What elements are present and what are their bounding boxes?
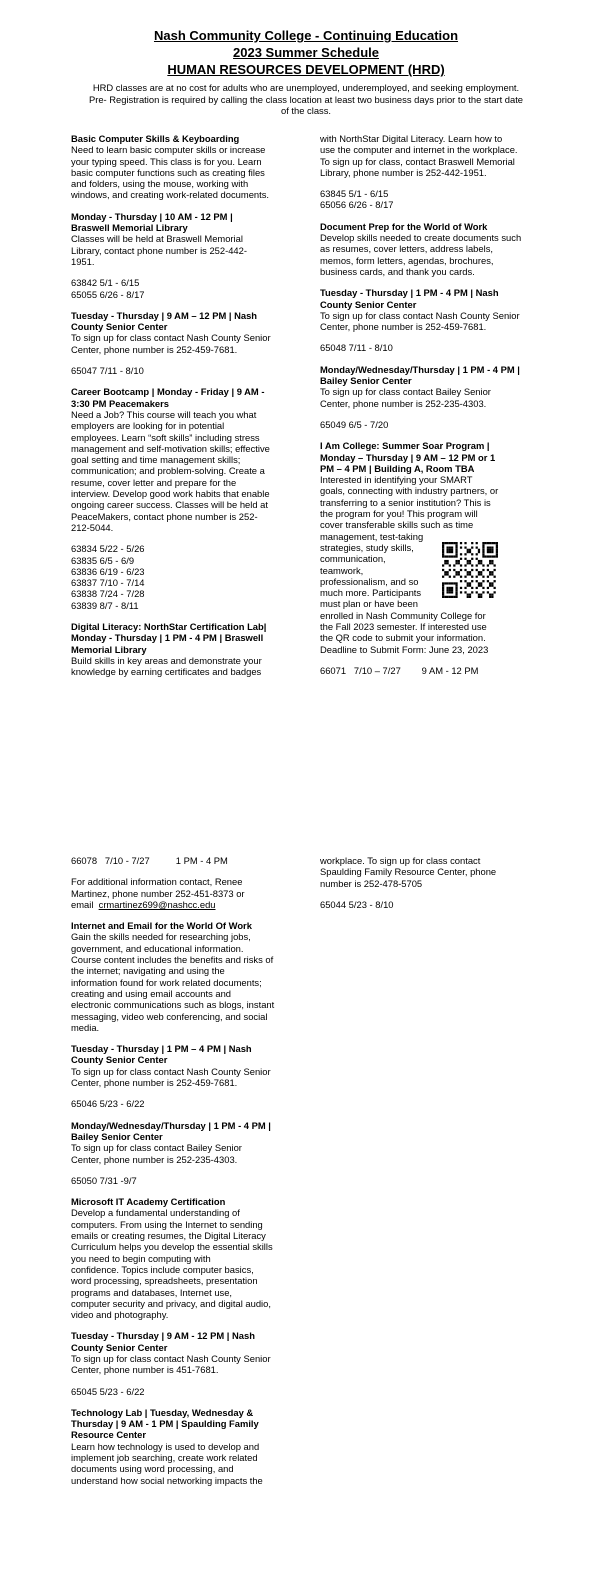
- session-heading: Tuesday - Thursday | 1 PM - 4 PM | Nash County Senior Center: [320, 287, 499, 310]
- course-title: Internet and Email for the World Of Work: [71, 920, 252, 932]
- class-codes: 63834 5/22 - 5/26 63835 6/5 - 6/9 63836 6/19 - 6/23 63837 7/10 - 7/14 63838 7/24 - 7/28 63839 8/7 - 8/11: [71, 543, 145, 611]
- contact-info: For additional information contact, Renee Martinez, phone number 252-451-8373 or email crmartinez699@nashcc.edu: [71, 876, 245, 910]
- session-description: To sign up for class contact Bailey Senior Center, phone number is 252-235-4303.: [320, 386, 491, 409]
- column-1-right: [320, 133, 540, 676]
- qr-block: strategies, study skills, communication, teamwork, professionalism, and so much more. Participants must plan or have been: [320, 542, 540, 610]
- course-description: Need to learn basic computer skills or increase your typing speed. This class is for you. Learn basic computer functions such as creating files and folders, using the mouse, working with windows, and creating work-related documents.: [71, 144, 270, 201]
- session-description: Classes will be held at Braswell Memorial Library, contact phone number is 252-442- 1951.: [71, 233, 247, 267]
- class-code: 65045 5/23 - 6/22: [71, 1385, 145, 1397]
- session-description: To sign up for class contact Nash County Senior Center, phone number is 252-459-7681.: [71, 1065, 271, 1089]
- column-2-right: [320, 855, 540, 910]
- class-code: 66071 7/10 – 7/27 9 AM - 12 PM: [320, 664, 479, 676]
- course-description: Gain the skills needed for researching jobs, government, and educational information. Course content includes the benefits and risks of the internet; navigating and using the information found for work related documents; creating and using email accounts and electronic communications such as blogs, instant messaging, video web conferencing, and social media.: [71, 931, 275, 1033]
- class-code: 65048 7/11 - 8/10: [320, 342, 393, 354]
- class-code: 65049 6/5 - 7/20: [320, 418, 389, 430]
- header-schedule: 2023 Summer Schedule: [233, 45, 379, 60]
- course-title: Basic Computer Skills & Keyboarding: [71, 133, 240, 144]
- qr-code-icon[interactable]: [442, 542, 498, 598]
- header-college: Nash Community College - Continuing Education: [153, 28, 459, 43]
- column-2-left: [71, 855, 291, 1486]
- class-codes: 63845 5/1 - 6/15 65056 6/26 - 8/17: [320, 188, 394, 211]
- class-code: 65047 7/11 - 8/10: [71, 365, 144, 377]
- session-heading: Monday - Thursday | 10 AM - 12 PM | Braswell Memorial Library: [71, 210, 233, 234]
- course-title: Career Bootcamp | Monday - Friday | 9 AM - 3:30 PM Peacemakers: [71, 386, 265, 409]
- session-heading: Tuesday - Thursday | 9 AM – 12 PM | Nash County Senior Center: [71, 309, 258, 333]
- class-code: 66078 7/10 - 7/27 1 PM - 4 PM: [71, 855, 228, 866]
- session-description: To sign up for class contact Nash County Senior Center, phone number is 252-459-7681.: [320, 309, 520, 333]
- course-title: I Am College: Summer Soar Program | Monday – Thursday | 9 AM – 12 PM or 1 PM – 4 PM | Building A, Room TBA: [320, 440, 496, 474]
- class-code: 65046 5/23 - 6/22: [71, 1098, 145, 1110]
- course-description: Need a Job? This course will teach you what employers are looking for in potential employees. Learn “soft skills” including stress management and self-motivation skills; effective goal setting and time management skills; communication; and problem-solving. Create a resume, cover letter and prepare for the interview. Develop good work habits that enable ongoing career success. Classes will be held at PeaceMakers, contact phone number is 252- 212-5044.: [71, 408, 270, 533]
- course-description: with NorthStar Digital Literacy. Learn how to use the computer and internet in the workplace. To sign up for class, contact Braswell Memorial Library, phone number is 252-442-1951.: [320, 133, 518, 178]
- class-code: 65044 5/23 - 8/10: [320, 898, 394, 910]
- class-code: 65050 7/31 -9/7: [71, 1174, 137, 1186]
- document-header: [0, 27, 612, 78]
- session-description: To sign up for class contact Bailey Senior Center, phone number is 252-235-4303.: [71, 1142, 242, 1165]
- class-codes: 63842 5/1 - 6/15 65055 6/26 - 8/17: [71, 277, 145, 300]
- session-description: To sign up for class contact Nash County Senior Center, phone number is 451-7681.: [71, 1352, 271, 1376]
- session-description: To sign up for class contact Nash County Senior Center, phone number is 252-459-7681.: [71, 332, 271, 355]
- intro-text: HRD classes are at no cost for adults who are unemployed, underemployed, and seeking employment. Pre- Registration is required by calling the class location at least two business days prior to the start date of the class.: [88, 82, 524, 116]
- column-1-left: [71, 133, 291, 677]
- session-heading: Monday/Wednesday/Thursday | 1 PM - 4 PM | Bailey Senior Center: [320, 363, 520, 387]
- email-link[interactable]: crmartinez699@nashcc.edu: [98, 898, 216, 910]
- course-description: Build skills in key areas and demonstrate your knowledge by earning certificates and badges: [71, 654, 262, 678]
- course-description: Develop a fundamental understanding of computers. From using the Internet to sending emails or creating resumes, the Digital Literacy Curriculum helps you develop the essential skills you need to begin computing with confidence. Topics include computer basics, word processing, spreadsheets, presentation programs and databases, Internet use, computer security and privacy, and digital audio, video and photography.: [71, 1207, 273, 1321]
- course-title: Digital Literacy: NorthStar Certification Lab| Monday - Thursday | 1 PM - 4 PM | Braswell Memorial Library: [71, 620, 267, 655]
- course-description: workplace. To sign up for class contact Spaulding Family Resource Center, phone number is 252-478-5705: [320, 855, 497, 889]
- course-description: Learn how technology is used to develop and implement job searching, create work related documents using word processing, and understand how social networking impacts the: [71, 1440, 263, 1486]
- course-title: Microsoft IT Academy Certification: [71, 1196, 226, 1208]
- session-heading: Tuesday - Thursday | 9 AM - 12 PM | Nash County Senior Center: [71, 1330, 255, 1353]
- header-program: HUMAN RESOURCES DEVELOPMENT (HRD): [167, 62, 445, 77]
- course-title: Document Prep for the World of Work: [320, 220, 488, 232]
- session-heading: Monday/Wednesday/Thursday | 1 PM - 4 PM | Bailey Senior Center: [71, 1119, 271, 1142]
- course-description: Develop skills needed to create documents such as resumes, cover letters, address labels, memos, form letters, agendas, brochures, business cards, and thank you cards.: [320, 232, 522, 277]
- course-title: Technology Lab | Tuesday, Wednesday & Thursday | 9 AM - 1 PM | Spaulding Family Resource Center: [71, 1406, 259, 1441]
- session-heading: Tuesday - Thursday | 1 PM – 4 PM | Nash County Senior Center: [71, 1043, 252, 1066]
- course-description: Interested in identifying your SMART goals, connecting with industry partners, or transferring to a senior institution? This is the program for you! This program will cover transferable skills such as time management, test-taking strategies, study skills, communication, teamwork, professionalism, and so much more. Participants must plan or have been enrolled in Nash Community College for the Fall 2023 semester. If interested use the QR code to submit your information. Deadline to Submit Form: June 23, 2023: [320, 474, 540, 655]
